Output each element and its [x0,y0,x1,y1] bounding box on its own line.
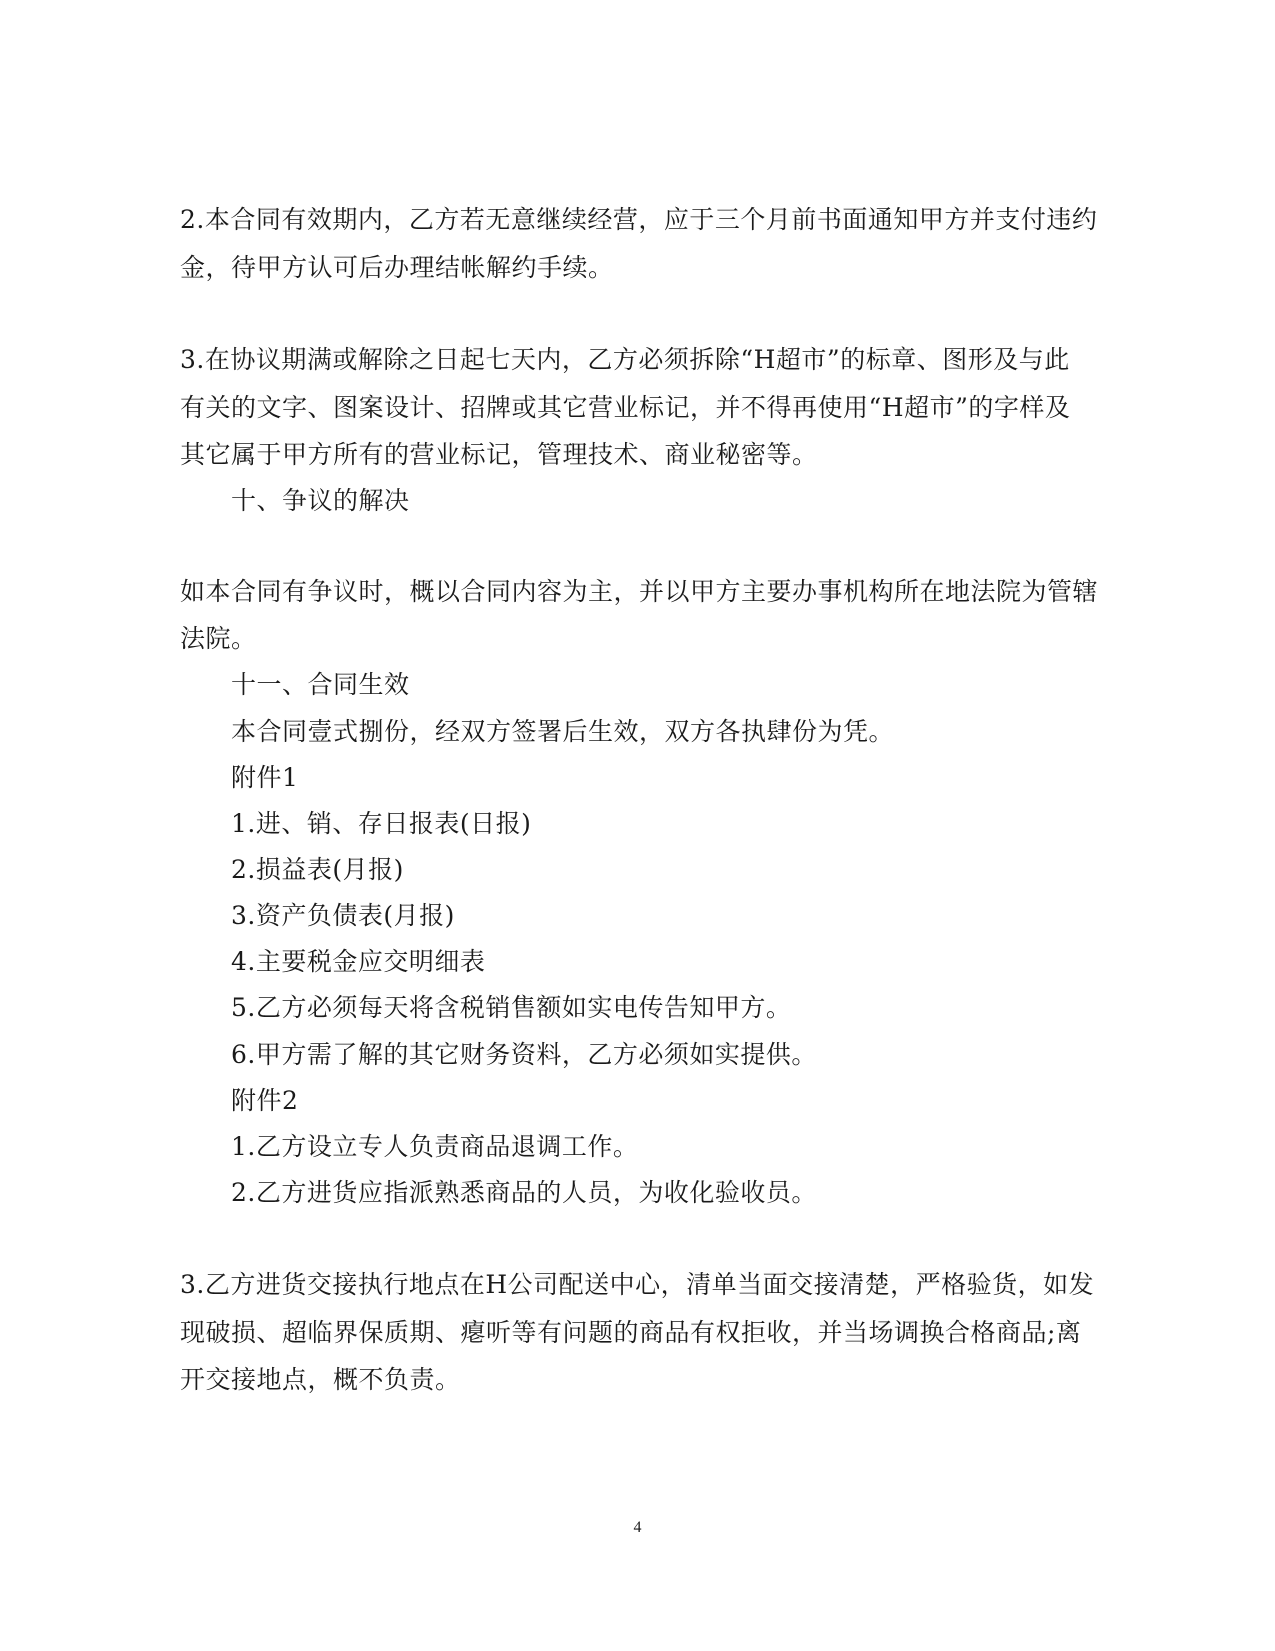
paragraph-line: 3.乙方进货交接执行地点在H公司配送中心，清单当面交接清楚，严格验货，如发 [180,1270,1095,1299]
paragraph-line: 本合同壹式捌份，经双方签署后生效，双方各执肆份为凭。 [231,717,895,746]
paragraph-line: 现破损、超临界保质期、瘪听等有问题的商品有权拒收，并当场调换合格商品;离 [180,1318,1082,1347]
section-heading: 十一、合同生效 [231,670,410,699]
attachment-heading: 附件1 [231,763,299,792]
paragraph-line: 金，待甲方认可后办理结帐解约手续。 [180,253,614,282]
list-item: 3.资产负债表(月报) [231,901,455,930]
paragraph-line: 如本合同有争议时，概以合同内容为主，并以甲方主要办事机构所在地法院为管辖 [180,577,1099,606]
list-item: 6.甲方需了解的其它财务资料，乙方必须如实提供。 [231,1040,817,1069]
paragraph-line: 其它属于甲方所有的营业标记，管理技术、商业秘密等。 [180,440,818,469]
list-item: 2.损益表(月报) [231,855,404,884]
paragraph-line: 2.本合同有效期内，乙方若无意继续经营，应于三个月前书面通知甲方并支付违约 [180,205,1098,234]
paragraph-line: 有关的文字、图案设计、招牌或其它营业标记，并不得再使用“H超市”的字样及 [180,393,1071,422]
paragraph-line: 开交接地点，概不负责。 [180,1365,461,1394]
list-item: 4.主要税金应交明细表 [231,947,486,976]
page-number: 4 [633,1519,642,1536]
list-item: 1.乙方设立专人负责商品退调工作。 [231,1132,639,1161]
list-item: 2.乙方进货应指派熟悉商品的人员，为收化验收员。 [231,1178,817,1207]
list-item: 1.进、销、存日报表(日报) [231,809,532,838]
paragraph-line: 法院。 [180,624,257,653]
paragraph-line: 3.在协议期满或解除之日起七天内，乙方必须拆除“H超市”的标章、图形及与此 [180,345,1070,374]
list-item: 5.乙方必须每天将含税销售额如实电传告知甲方。 [231,993,792,1022]
section-heading: 十、争议的解决 [231,486,410,515]
attachment-heading: 附件2 [231,1086,299,1115]
